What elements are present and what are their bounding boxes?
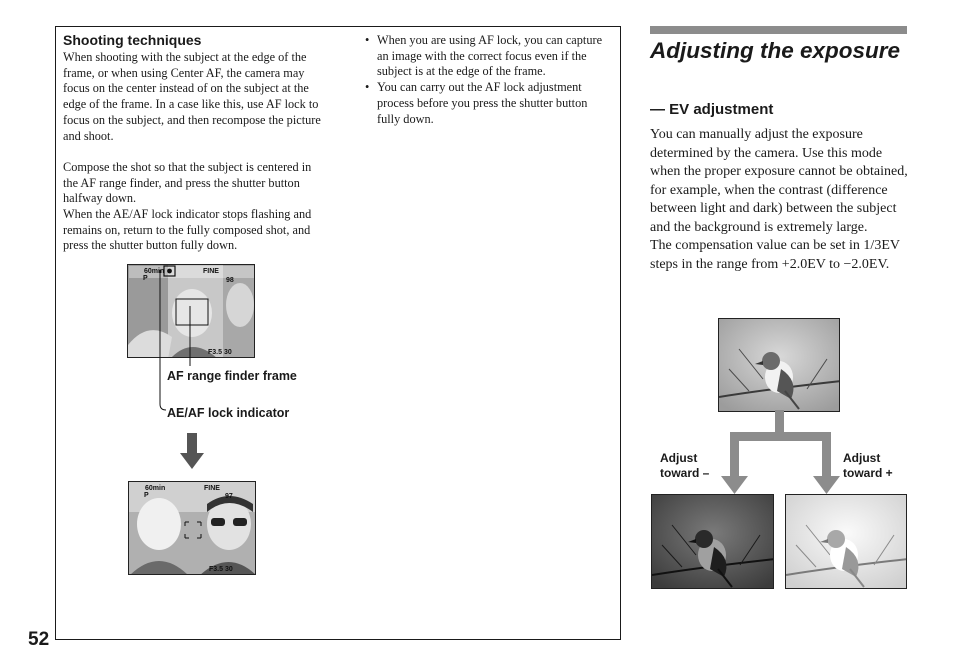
section-header-bar bbox=[650, 26, 907, 34]
shots-remaining: 97 bbox=[225, 493, 233, 500]
battery-time: 60min bbox=[144, 268, 165, 275]
callout-lines bbox=[150, 262, 210, 422]
callout-ae-af-lock: AE/AF lock indicator bbox=[167, 406, 290, 420]
label-adjust-plus: Adjust toward + bbox=[843, 451, 893, 480]
bullet-item: • You can carry out the AF lock adjustment process before you press the shutter button fully down. bbox=[365, 80, 588, 126]
bird-photo-normal bbox=[718, 318, 840, 412]
down-arrow-icon bbox=[178, 433, 206, 471]
battery-time: 60min bbox=[145, 485, 166, 492]
tip-heading: Shooting techniques bbox=[63, 32, 202, 48]
tip-paragraph-1: When shooting with the subject at the edge of the frame, or when using Center AF, the camera may focus on the center instead of on the subject at the edge of the frame. In a case like this, use AF lock to focus on the subject, and then recompose the picture and shoot. bbox=[63, 50, 321, 143]
body-paragraph-1: You can manually adjust the exposure determined by the camera. Use this mode when the proper exposure cannot be obtained, for example, when the contrast (difference between light and dark) between the subject and the background is extremely large. bbox=[650, 127, 908, 235]
section-body bbox=[650, 126, 912, 274]
exposure-mode: P bbox=[144, 492, 149, 499]
bullet-item: • When you are using AF lock, you can capture an image with the correct focus even if the subject is at the edge of the frame. bbox=[365, 33, 603, 79]
section-subtitle: — EV adjustment bbox=[650, 101, 774, 118]
exposure-mode: P bbox=[143, 275, 148, 282]
aperture-shutter: F3.5 30 bbox=[209, 566, 233, 573]
bird-photo-lighter bbox=[785, 494, 907, 589]
section-title: Adjusting the exposure bbox=[650, 38, 901, 63]
image-quality: FINE bbox=[203, 268, 219, 275]
image-quality: FINE bbox=[204, 485, 220, 492]
body-paragraph-2: The compensation value can be set in 1/3EV steps in the range from +2.0EV to −2.0EV. bbox=[650, 238, 900, 272]
page-number: 52 bbox=[28, 629, 50, 650]
aperture-shutter: F3.5 30 bbox=[208, 349, 232, 356]
tip-paragraph-2: Compose the shot so that the subject is centered in the AF range finder, and press the shutter button halfway down. bbox=[63, 160, 312, 206]
shots-remaining: 98 bbox=[226, 277, 234, 284]
label-adjust-minus: Adjust toward – bbox=[660, 451, 710, 480]
callout-af-range-finder: AF range finder frame bbox=[167, 369, 297, 383]
branch-arrows bbox=[715, 410, 847, 496]
camera-screen-recomposed bbox=[128, 481, 256, 575]
bird-photo-darker bbox=[651, 494, 774, 589]
tip-paragraph-3: When the AE/AF lock indicator stops flashing and remains on, return to the fully composed shot, and press the shutter button fully down. bbox=[63, 207, 312, 253]
tip-bullets bbox=[364, 33, 610, 127]
